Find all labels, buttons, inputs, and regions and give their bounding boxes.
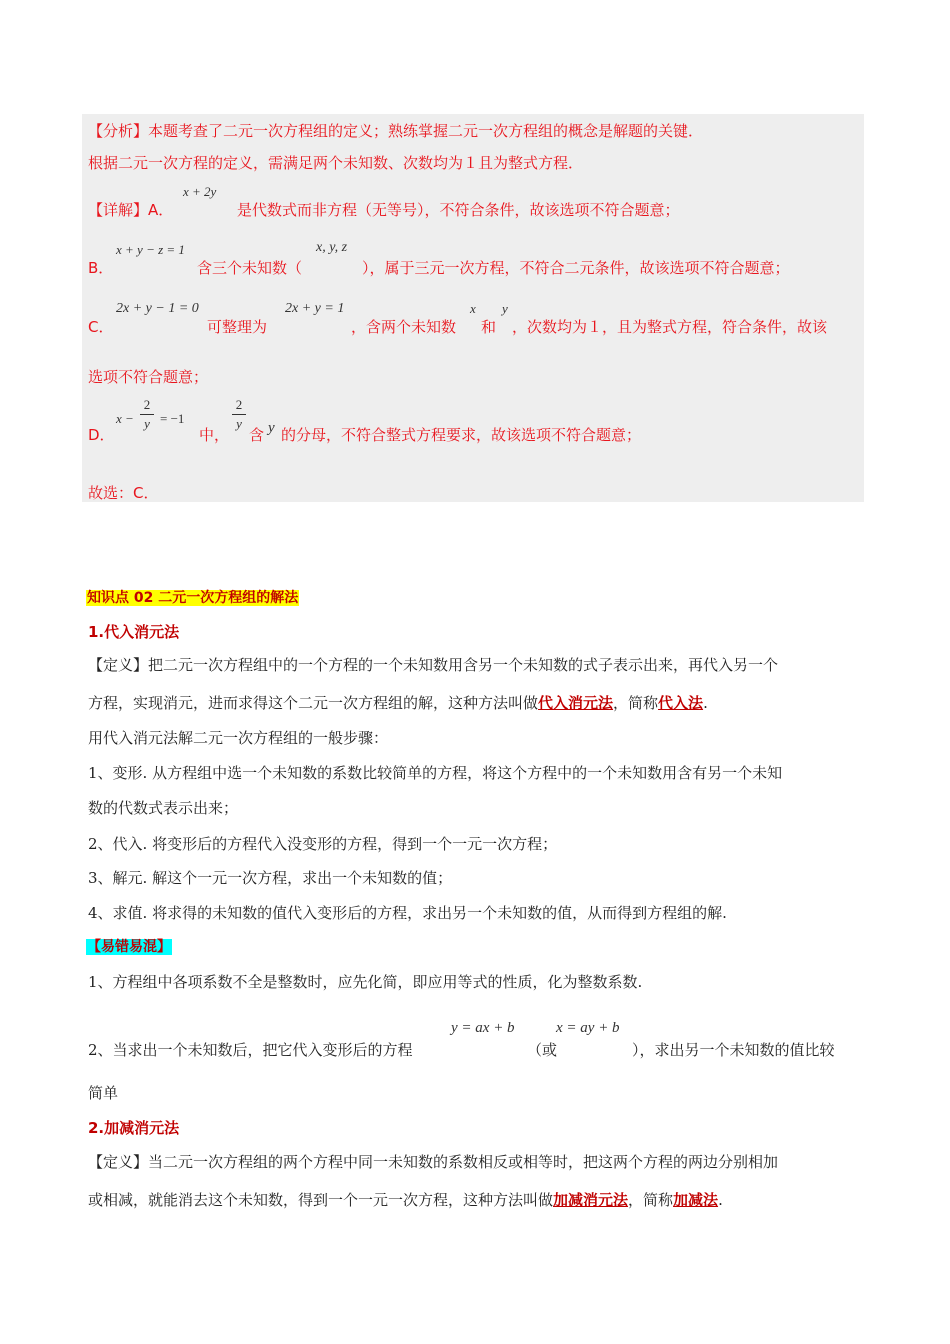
term-elimination-method: 加减消元法 [553, 1191, 629, 1209]
option-a-text: 是代数式而非方程（无等号），不符合条件，故该选项不符合题意； [237, 201, 680, 219]
option-c-and: 和 [481, 318, 497, 336]
section-title [86, 587, 299, 607]
option-c-text-2: ，含两个未知数 [351, 318, 457, 336]
subsection-2-title: 2.加减消元法 [88, 1119, 180, 1137]
section-title-text: 知识点 02 二元一次方程组的解法 [87, 590, 299, 606]
option-d-label: D． [88, 426, 115, 444]
term-elimination-short: 加减法 [673, 1191, 719, 1209]
option-d-denominator: y [144, 416, 150, 431]
option-b-expression: x + y − z = 1 [116, 242, 185, 257]
option-d-text-2: 的分母，不符合整式方程要求，故该选项不符合题意； [281, 426, 642, 444]
step-3: 3、解元. 解这个一元一次方程，求出一个未知数的值； [88, 869, 453, 887]
answer-line: 故选：C． [88, 484, 159, 502]
option-c-label: C． [88, 318, 114, 336]
step-1-line-2: 数的代数式表示出来； [88, 799, 239, 817]
option-c-text-4: 选项不符合题意； [88, 368, 209, 386]
mix-item-2-expression-1: y = ax + b [451, 1020, 515, 1036]
option-d-text-1: 含 [249, 426, 265, 444]
mix-item-2-text-3: 简单 [88, 1084, 119, 1102]
definition-2-mid: ，简称 [628, 1191, 674, 1209]
option-b-variables: x, y, z [316, 240, 348, 255]
term-substitution-short: 代入法 [658, 694, 704, 712]
step-2: 2、代入. 将变形后的方程代入没变形的方程，得到一个一元一次方程； [88, 835, 558, 853]
definition-2-line-2 [88, 1189, 723, 1210]
option-c-text-1: 可整理为 [207, 318, 268, 336]
steps-intro: 用代入消元法解二元一次方程组的一般步骤： [88, 729, 389, 747]
subsection-1-title: 1.代入消元法 [88, 623, 180, 641]
mix-item-1: 1、方程组中各项系数不全是整数时，应先化简，即应用等式的性质，化为整数系数. [88, 973, 643, 991]
mix-item-2-or: （或 [527, 1041, 558, 1059]
definition-2-text: 或相减，就能消去这个未知数，得到一个一元一次方程，这种方法叫做 [88, 1191, 554, 1209]
option-b-text-1: 含三个未知数（ [197, 259, 303, 277]
option-b-label: B． [88, 259, 114, 277]
option-d-x: x − [116, 411, 134, 426]
option-c-expression-2: 2x + y = 1 [285, 301, 345, 316]
definition-1-line-2 [88, 692, 708, 713]
definition-1-mid: ，简称 [613, 694, 659, 712]
definition-1-end: . [703, 694, 708, 712]
option-d-rhs: = −1 [160, 411, 185, 426]
option-c-variable-y: y [502, 301, 508, 316]
option-d-variable-y: y [268, 420, 275, 436]
term-substitution-method: 代入消元法 [538, 694, 614, 712]
option-c-text-3: ，次数均为１，且为整式方程，符合条件，故该 [512, 318, 828, 336]
option-d-fraction [140, 397, 154, 432]
mix-item-2-text: 2、当求出一个未知数后，把它代入变形后的方程 [88, 1041, 413, 1059]
analysis-line-1: 【分析】本题考查了二元一次方程组的定义；熟练掌握二元一次方程组的概念是解题的关键． [88, 122, 704, 140]
analysis-line-2: 根据二元一次方程的定义，需满足两个未知数、次数均为１且为整式方程． [88, 154, 584, 172]
option-d-numerator: 2 [143, 397, 151, 412]
definition-2-line-1: 【定义】当二元一次方程组的两个方程中同一未知数的系数相反或相等时，把这两个方程的两边分别相加 [88, 1153, 779, 1171]
definition-1-text: 方程，实现消元，进而求得这个二元一次方程组的解，这种方法叫做 [88, 694, 539, 712]
option-d-fraction-2 [232, 397, 246, 432]
option-d-denominator-2: y [236, 416, 242, 431]
detail-label: 【详解】A． [88, 201, 174, 219]
definition-2-end: . [718, 1191, 723, 1209]
step-1-line-1: 1、变形. 从方程组中选一个未知数的系数比较简单的方程，将这个方程中的一个未知数用含有另一个未知 [88, 764, 783, 782]
definition-1-line-1: 【定义】把二元一次方程组中的一个方程的一个未知数用含另一个未知数的式子表示出来，再代入另一个 [88, 656, 779, 674]
mix-item-2-expression-2: x = ay + b [556, 1020, 620, 1036]
option-c-expression-1: 2x + y − 1 = 0 [116, 301, 199, 316]
option-a-expression: x + 2y [183, 184, 217, 199]
mix-item-2-text-2: ），求出另一个未知数的值比较 [632, 1041, 835, 1059]
option-b-text-2: ），属于三元一次方程，不符合二元条件，故该选项不符合题意； [362, 259, 790, 277]
option-d-mid: 中， [199, 426, 230, 444]
mix-title [86, 936, 172, 956]
option-d-numerator-2: 2 [235, 397, 243, 412]
option-c-variable-x: x [470, 301, 476, 316]
step-4: 4、求值. 将求得的未知数的值代入变形后的方程，求出另一个未知数的值，从而得到方程组的解. [88, 904, 727, 922]
mix-title-text: 【易错易混】 [87, 939, 171, 955]
